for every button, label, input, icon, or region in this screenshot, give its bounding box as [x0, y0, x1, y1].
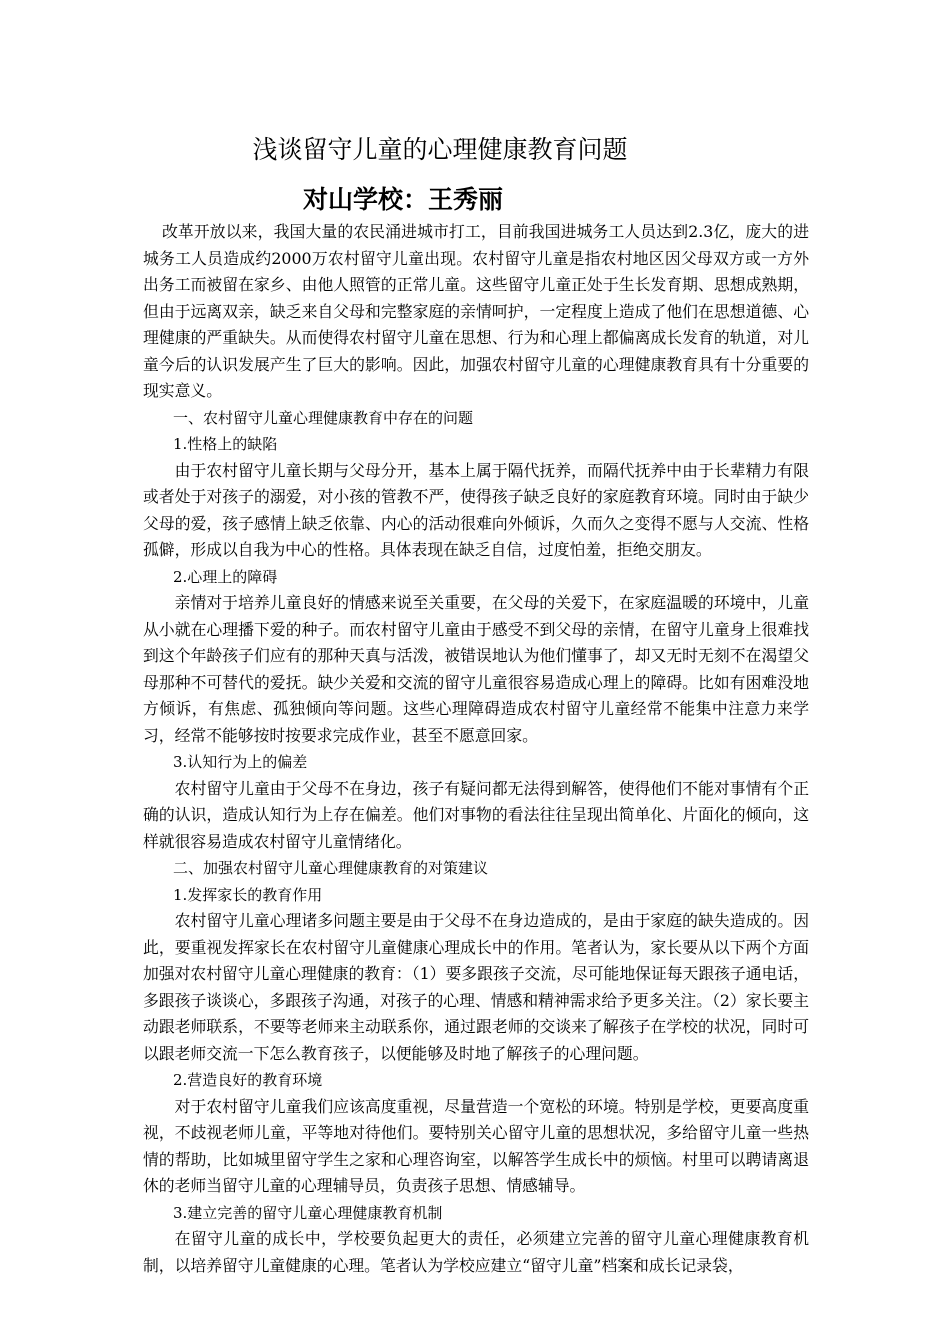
- intro-paragraph: 改革开放以来，我国大量的农民涌进城市打工，目前我国进城务工人员达到2.3亿，庞大的进城务工人员造成约2000万农村留守儿童出现。农村留守儿童是指农村地区因父母双方或一方外出务工而被留在家乡、由他人照管的正常儿童。这些留守儿童正处于生长发育期、思想成熟期，但由于远离双亲，缺乏来自父母和完整家庭的亲情呵护，一定程度上造成了他们在思想道德、心理健康的严重缺失。从而使得农村留守儿童在思想、行为和心理上都偏离成长发育的轨道，对儿童今后的认识发展产生了巨大的影响。因此，加强农村留守儿童的心理健康教育具有十分重要的现实意义。: [143, 222, 809, 400]
- subsection-heading: 1.性格上的缺陷: [173, 435, 278, 453]
- subsection-heading: 2.心理上的障碍: [173, 567, 278, 586]
- body-paragraph: 对于农村留守儿童我们应该高度重视，尽量营造一个宽松的环境。特别是学校，更要高度重视，不歧视老师儿童，平等地对待他们。要特别关心留守儿童的思想状况，多给留守儿童一些热情的帮助，比如城里留守学生之家和心理咨询室，以解答学生成长中的烦恼。村里可以聘请离退休的老师当留守儿童的心理辅导员，负责孩子思想、情感辅导。: [143, 1096, 809, 1195]
- subsection-heading: 3.认知行为上的偏差: [173, 753, 308, 771]
- author-line: 对山学校：王秀丽: [303, 185, 504, 214]
- subsection-heading: 1.发挥家长的教育作用: [173, 885, 323, 904]
- document-title: 浅谈留守儿童的心理健康教育问题: [252, 135, 628, 164]
- section-heading: 二、加强农村留守儿童心理健康教育的对策建议: [173, 859, 489, 877]
- body-paragraph: 亲情对于培养儿童良好的情感来说至关重要，在父母的关爱下，在家庭温暖的环境中，儿童从小就在心理播下爱的种子。而农村留守儿童由于感受不到父母的亲情，在留守儿童身上很难找到这个年龄孩子们应有的那种天真与活泼，被错误地认为他们懂事了，却又无时无刻不在渴望父母那种不可替代的爱抚。缺少关爱和交流的留守儿童很容易造成心理上的障碍。比如有困难没地方倾诉，有焦虑、孤独倾向等问题。这些心理障碍造成农村留守儿童经常不能集中注意力来学习，经常不能够按时按要求完成作业，甚至不愿意回家。: [143, 593, 809, 745]
- subsection-heading: 3.建立完善的留守儿童心理健康教育机制: [173, 1203, 443, 1222]
- section-heading: 一、农村留守儿童心理健康教育中存在的问题: [173, 408, 474, 427]
- document-body: [143, 219, 809, 1279]
- body-paragraph: 农村留守儿童由于父母不在身边，孩子有疑问都无法得到解答，使得他们不能对事情有个正确的认识，造成认知行为上存在偏差。他们对事物的看法往往呈现出简单化、片面化的倾向，这样就很容易造成农村留守儿童情绪化。: [143, 778, 809, 851]
- body-paragraph: 农村留守儿童心理诸多问题主要是由于父母不在身边造成的，是由于家庭的缺失造成的。因此，要重视发挥家长在农村留守儿童健康心理成长中的作用。笔者认为，家长要从以下两个方面加强对农村留守儿童心理健康的教育：（1）要多跟孩子交流，尽可能地保证每天跟孩子通电话，多跟孩子谈谈心，多跟孩子沟通，对孩子的心理、情感和精神需求给予更多关注。（2）家长要主动跟老师联系，不要等老师来主动联系你，通过跟老师的交谈来了解孩子在学校的状况，同时可以跟老师交流一下怎么教育孩子，以便能够及时地了解孩子的心理问题。: [143, 911, 809, 1063]
- subsection-heading: 2.营造良好的教育环境: [173, 1071, 323, 1089]
- body-paragraph: 在留守儿童的成长中，学校要负起更大的责任，必须建立完善的留守儿童心理健康教育机制，以培养留守儿童健康的心理。笔者认为学校应建立“留守儿童”档案和成长记录袋，: [143, 1229, 809, 1275]
- body-paragraph: 由于农村留守儿童长期与父母分开，基本上属于隔代抚养，而隔代抚养中由于长辈精力有限或者处于对孩子的溺爱，对小孩的管教不严，使得孩子缺乏良好的家庭教育环境。同时由于缺少父母的爱，孩子感情上缺乏依靠、内心的活动很难向外倾诉，久而久之变得不愿与人交流、性格孤僻，形成以自我为中心的性格。具体表现在缺乏自信，过度怕羞，拒绝交朋友。: [143, 460, 809, 559]
